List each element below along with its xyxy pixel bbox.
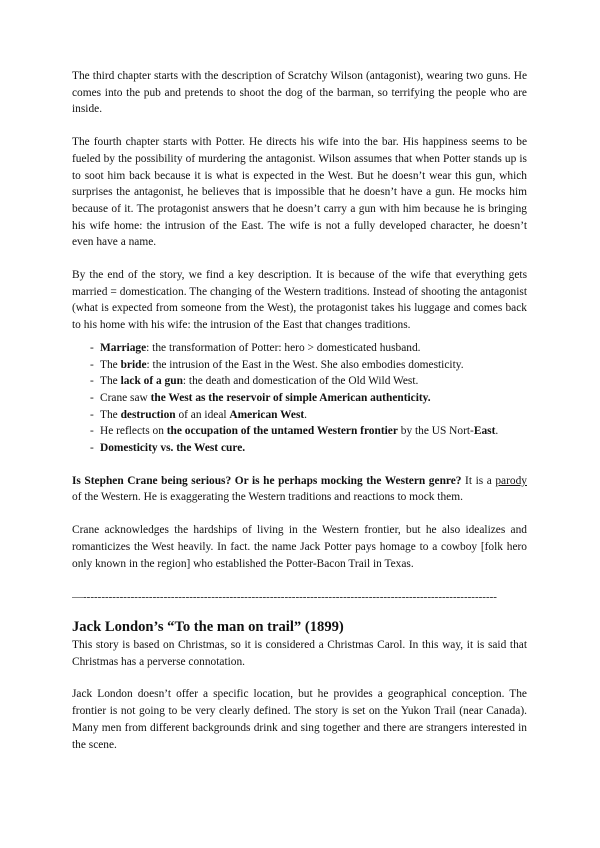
list-item: - Crane saw the West as the reservoir of simple American authenticity.: [72, 390, 527, 407]
list-item: - The lack of a gun: the death and domestication of the Old Wild West.: [72, 373, 527, 390]
bullet-dash: -: [90, 425, 94, 438]
paragraph-location: Jack London doesn’t offer a specific location, but he provides a geographical conception. The frontier is not going to be very clearly defined. The story is set on the Yukon Trail (near Canada). Many men from different backgrounds drink and sing together and there are strangers interested in the scene.: [72, 688, 527, 751]
bullet-dash: -: [90, 341, 94, 354]
list-item: - The bride: the intrusion of the East in the West. She also embodies domesticity.: [72, 357, 527, 374]
bullet-dash: -: [90, 442, 94, 455]
paragraph-question: Is Stephen Crane being serious? Or is he perhaps mocking the Western genre? It is a parody of the Western. He is exaggerating the Western traditions and reactions to mock them.: [72, 474, 527, 504]
document-page: [72, 68, 527, 753]
bullet-dash: -: [90, 391, 94, 404]
bullet-dash: -: [90, 375, 94, 388]
bullet-dash: -: [90, 408, 94, 421]
bullet-dash: -: [90, 358, 94, 371]
themes-list: [72, 340, 527, 457]
paragraph-end-of-story: By the end of the story, we find a key description. It is because of the wife that everything gets married = domestication. The changing of the Western traditions. Instead of shooting the antagonist (what is expected from someone from the West), the protagonist takes his luggage and comes back to his home with his wife: the intrusion of the East that changes traditions.: [72, 269, 527, 332]
list-item: - Domesticity vs. the West cure.: [72, 440, 527, 457]
list-item: - Marriage: the transformation of Potter: hero > domesticated husband.: [72, 340, 527, 357]
section-divider: —-----------------------------------------------------------------------------------------------------------------: [72, 591, 497, 604]
paragraph-third-chapter: The third chapter starts with the description of Scratchy Wilson (antagonist), wearing two guns. He comes into the pub and pretends to shoot the dog of the barman, so terrifying the people who are inside.: [72, 70, 527, 116]
paragraph-fourth-chapter: The fourth chapter starts with Potter. He directs his wife into the bar. His happiness seems to be fueled by the possibility of murdering the antagonist. Wilson assumes that when Potter stands up is to soot him back because it is what is expected in the West. But he doesn’t wear this gun, which surprises the antagonist, he believes that is impossible that he doesn’t have a gun. He mocks him because of it. The protagonist answers that he doesn’t carry a gun with him because he is bringing his wife home: the intrusion of the East. The wife is not a fully developed character, he doesn’t even have a name.: [72, 136, 527, 249]
section-heading: Jack London’s “To the man on trail” (1899): [72, 618, 344, 635]
paragraph-christmas: This story is based on Christmas, so it is considered a Christmas Carol. In this way, it is said that Christmas has a perverse connotation.: [72, 638, 527, 668]
list-item: - He reflects on the occupation of the untamed Western frontier by the US Nort-East.: [72, 423, 527, 440]
list-item: - The destruction of an ideal American West.: [72, 407, 527, 424]
paragraph-hardships: Crane acknowledges the hardships of living in the Western frontier, but he also idealizes and romanticizes the West heavily. In fact. the name Jack Potter pays homage to a cowboy [folk hero only known in the region] who established the Potter-Bacon Trail in Texas.: [72, 524, 527, 570]
